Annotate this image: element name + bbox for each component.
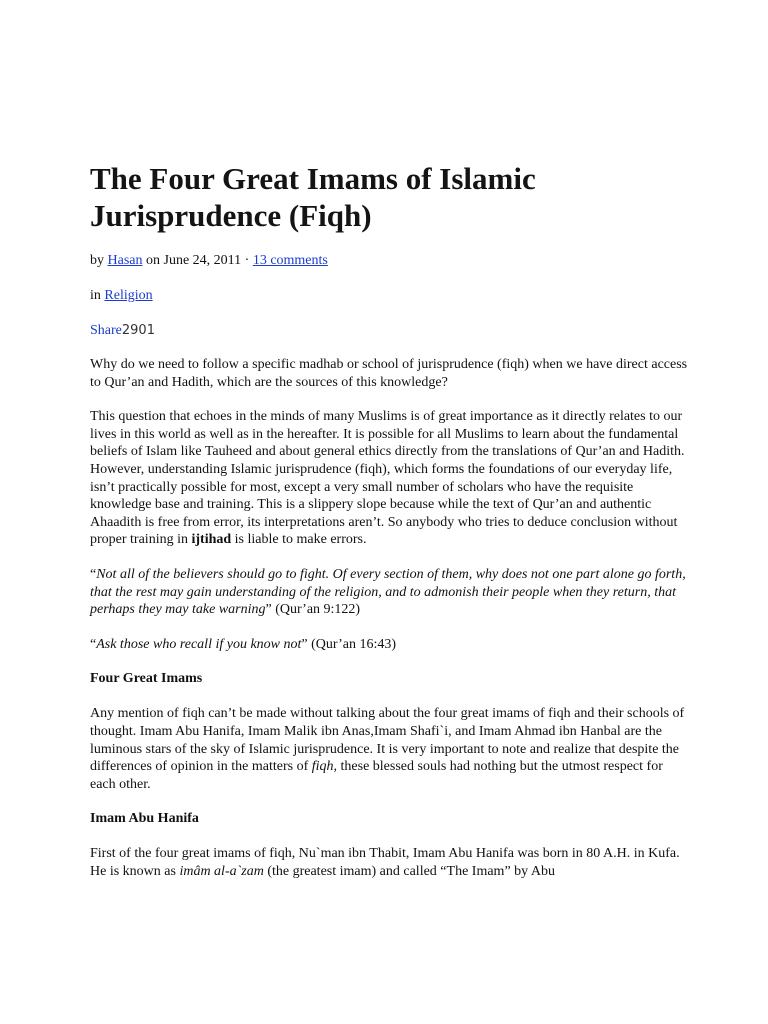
page-title: The Four Great Imams of Islamic Jurisprudence (Fiqh) <box>90 161 536 233</box>
section-heading-abu-hanifa: Imam Abu Hanifa <box>90 811 199 827</box>
quote-1 <box>90 566 690 619</box>
intro-paragraph: Why do we need to follow a specific madhab or school of jurisprudence (fiqh) when we have direct access to Qur’an and Hadith, which are the sources of this knowledge? <box>90 357 688 390</box>
paragraph-3 <box>90 845 690 880</box>
quote-1-text: Not all of the believers should go to fight. Of every section of them, why does not one part alone go forth, that the rest may gain understanding of the religion, and to admonish their people when they return, that perhaps they may take warning <box>90 566 686 618</box>
paragraph-3-italic: imâm al-a`zam <box>179 863 264 879</box>
quote-1-open: “ <box>90 566 97 582</box>
paragraph-1-bold: ijtihad <box>191 532 232 548</box>
paragraph-2-end: these blessed souls had nothing but the utmost respect for each other. <box>90 759 663 792</box>
section-heading-four-imams: Four Great Imams <box>90 671 203 687</box>
quote-2 <box>90 636 690 654</box>
paragraph-2-text: Any mention of fiqh can’t be made without talking about the four great imams of fiqh and their schools of thought. Imam Abu Hanifa, Imam Malik ibn Anas,Imam Shafi`i, and Imam Ahmad ibn Hanbal are the luminous stars of the sky of Islamic jurisprudence. It is very important to note and realize that despite the differences of opinion in the matters of <box>90 706 685 775</box>
paragraph-2-italic: fiqh, <box>311 759 338 775</box>
meta-date: on June 24, 2011 · <box>142 253 253 268</box>
quote-2-open: “ <box>90 636 97 652</box>
meta-by: by <box>90 253 108 268</box>
quote-2-text: Ask those who recall if you know not <box>96 636 302 652</box>
paragraph-3-end: (the greatest imam) and called “The Imam” by Abu <box>263 863 555 879</box>
comments-link[interactable]: 13 comments <box>252 253 328 268</box>
paragraph-1 <box>90 408 690 549</box>
paragraph-2 <box>90 705 690 793</box>
paragraph-1-end: is liable to make errors. <box>231 532 367 548</box>
paragraph-1-text: This question that echoes in the minds of many Muslims is of great importance as it directly relates to our lives in this world as well as in the hereafter. It is possible for all Muslims to learn about the fundamental beliefs of Islam like Tauheed and about general ethics directly from the translations of Qur’an and Hadith. However, understanding Islamic jurisprudence (fiqh), which forms the foundations of our everyday life, isn’t practically possible for most, except a very small number of scholars who have the requisite knowledge base and training. This is a slippery slope because while the text of Qur’an and authentic Ahaadith is free from error, its interpretations aren’t. So anybody who tries to deduce conclusion without proper training in <box>90 409 685 548</box>
article-meta <box>90 251 690 271</box>
category-link[interactable]: Religion <box>104 288 153 303</box>
article <box>90 160 690 880</box>
category-prefix: in <box>90 288 105 303</box>
quote-1-close: ” (Qur’an 9:122) <box>265 602 361 618</box>
paragraph-3-text: First of the four great imams of fiqh, Nu`man ibn Thabit, Imam Abu Hanifa was born in 80 A.H. in Kufa. He is known as <box>90 846 680 879</box>
share-count: 2901 <box>121 323 155 338</box>
article-category <box>90 286 690 306</box>
quote-2-close: ” (Qur’an 16:43) <box>301 636 397 652</box>
share-widget <box>90 321 690 341</box>
author-link[interactable]: Hasan <box>107 253 143 268</box>
share-button[interactable]: Share <box>90 323 122 338</box>
